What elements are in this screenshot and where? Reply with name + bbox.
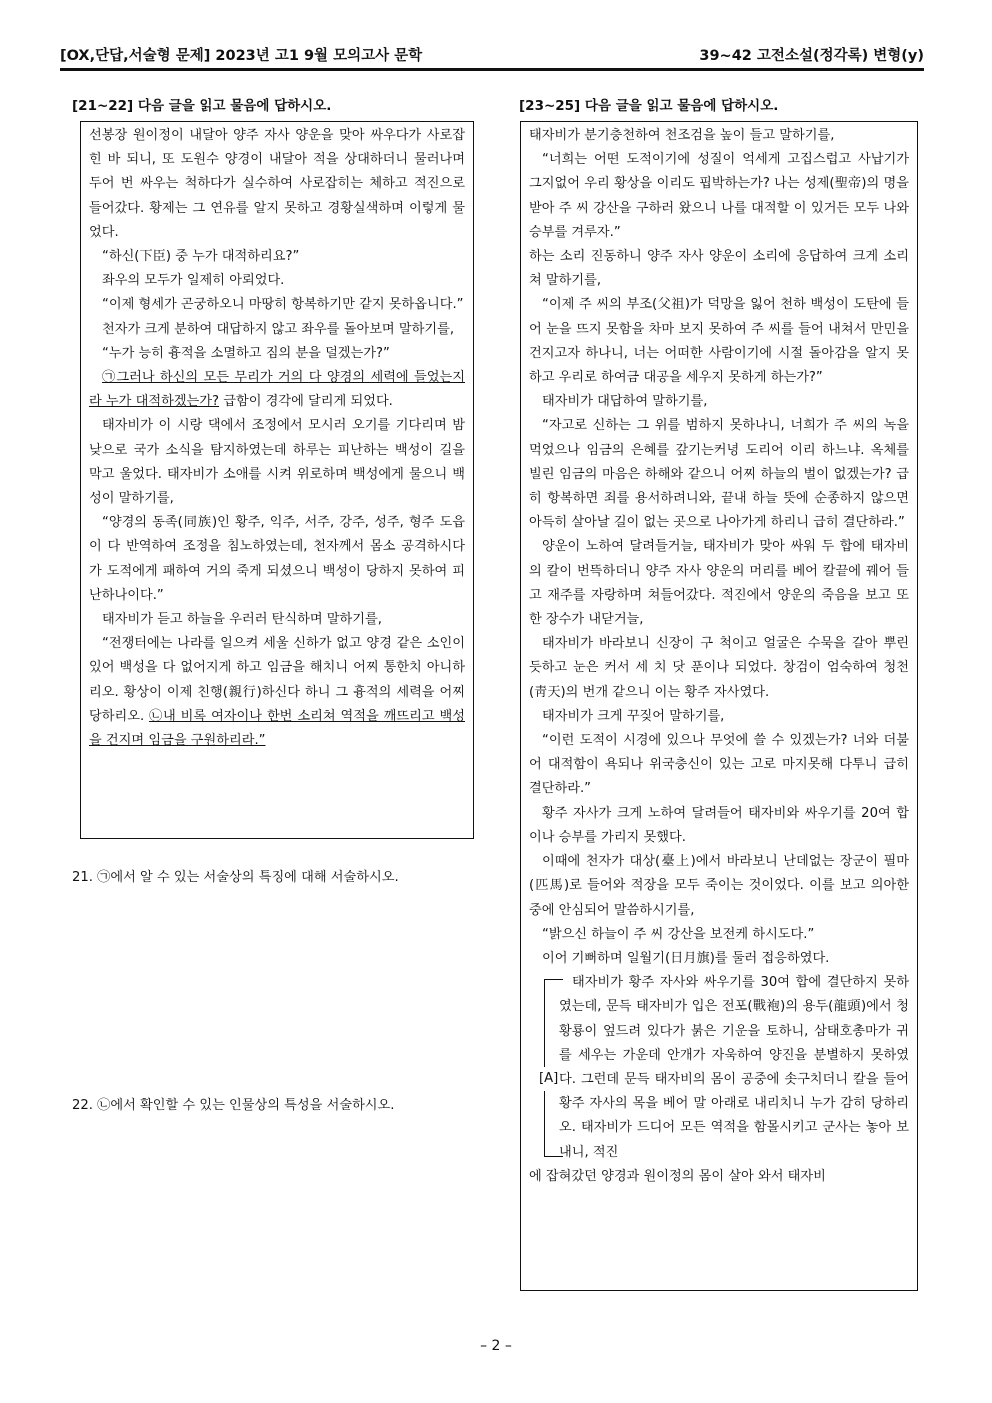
- passage-paragraph: 황주 자사가 크게 노하여 달려들어 태자비와 싸우기를 20여 합이나 승부를 가리지 못했다.: [529, 805, 909, 845]
- passage-paragraph: “누가 능히 흉적을 소멸하고 짐의 분을 덜겠는가?”: [102, 345, 390, 361]
- passage-paragraph: 태자비가 듣고 하늘을 우러러 탄식하며 말하기를,: [102, 612, 382, 628]
- passage-paragraph: 양운이 노하여 달려들거늘, 태자비가 맞아 싸워 두 합에 태자비의 칼이 번뜩하더니 양주 자사 양운의 머리를 베어 칼끝에 꿰어 들고 재주를 자랑하며 쳐들어갔다. 적진에서 양운의 죽음을 보고 또 한 장수가 내닫거늘,: [529, 539, 909, 628]
- passage-paragraph: “이제 형세가 곤궁하오니 마땅히 항복하기만 같지 못하옵니다.”: [102, 297, 464, 313]
- question-21: 21. ㉠에서 알 수 있는 서술상의 특징에 대해 서술하시오.: [72, 870, 399, 885]
- passage-paragraph: 좌우의 모두가 일제히 아뢰었다.: [102, 273, 285, 289]
- underlined-phrase-b: ㉡내 비록 여자이나 한번 소리쳐 역적을 깨뜨리고 백성을 건지며 임금을 구원하리라.”: [89, 708, 465, 749]
- header-exam-title: [OX,단답,서술형 문제] 2023년 고1 9월 모의고사 문학: [60, 48, 423, 64]
- passage-paragraph: 태자비가 이 시랑 댁에서 조정에서 모시러 오기를 기다리며 밤낮으로 국가 소식을 탐지하였는데 하루는 피난하는 백성이 길을 막고 울었다. 태자비가 소애를 시켜 위로하며 백성에게 물으니 백성이 말하기를,: [89, 418, 465, 507]
- page-number: – 2 –: [480, 1338, 512, 1354]
- passage-paragraph: “이런 도적이 시경에 있으나 무엇에 쓸 수 있겠는가? 너와 더불어 대적함이 욕되나 위국충신이 있는 고로 마지못해 다투니 급히 결단하라.”: [529, 733, 909, 797]
- bracket-a-label: [A]: [538, 1067, 559, 1091]
- passage-paragraph: 이때에 천자가 대상(臺上)에서 바라보니 난데없는 장군이 필마(匹馬)로 들어와 적장을 모두 죽이는 것이었다. 이를 보고 의아한 중에 안심되어 말씀하시기를,: [529, 854, 909, 918]
- passage-paragraph-marked-b: [89, 632, 465, 753]
- passage-paragraph: “이제 주 씨의 부조(父祖)가 덕망을 잃어 천하 백성이 도탄에 들어 눈을 뜨지 못함을 차마 보지 못하여 주 씨를 들어 내쳐서 만민을 건지고자 하나니, 너는 어떠한 사람이기에 시절 돌아감을 알지 못하고 우리로 하여금 대공을 세우지 못하게 하는가?”: [529, 297, 909, 386]
- right-section-title: [23~25] 다음 글을 읽고 물음에 답하시오.: [519, 98, 779, 114]
- passage-paragraph: “너희는 어떤 도적이기에 성질이 억세게 고집스럽고 사납기가 그지없어 우리 황상을 이리도 핍박하는가? 나는 성제(聖帝)의 명을 받아 주 씨 강산을 구하러 왔으니 나를 대적할 이 있거든 모두 나와 승부를 겨루자.”: [529, 152, 909, 240]
- right-passage-box: [520, 121, 918, 1291]
- passage-paragraph: 하는 소리 진동하니 양주 자사 양운이 소리에 응답하여 크게 소리쳐 말하기를,: [529, 249, 909, 289]
- left-passage-box: [80, 121, 474, 839]
- question-22: 22. ㉡에서 확인할 수 있는 인물상의 특성을 서술하시오.: [72, 1098, 395, 1113]
- passage-paragraph: 이어 기뻐하며 일월기(日月旗)를 둘러 접응하였다.: [542, 950, 830, 966]
- passage-paragraph: “자고로 신하는 그 위를 범하지 못하나니, 너희가 주 씨의 녹을 먹었으나 임금의 은혜를 갚기는커녕 도리어 이리 하느냐. 옥체를 빌린 임금의 마음은 하해와 같으니 어찌 하늘의 벌이 없겠는가? 급히 항복하면 죄를 용서하려니와, 끝내 하늘 뜻에 순종하지 않으면 아득히 살아날 길이 없는 곳으로 나아가게 하리니 급히 결단하라.”: [529, 418, 909, 531]
- passage-paragraph: 태자비가 분기충천하여 천조검을 높이 들고 말하기를,: [529, 128, 835, 143]
- passage-paragraph: 태자비가 바라보니 신장이 구 척이고 얼굴은 수묵을 갈아 뿌린 듯하고 눈은 커서 세 치 닷 푼이나 되었다. 창검이 엄숙하여 청천(靑天)의 번개 같으니 이는 황주 자사였다.: [529, 636, 909, 700]
- passage-paragraph: “양경의 동족(同族)인 황주, 익주, 서주, 강주, 성주, 형주 도읍이 다 반역하여 조정을 침노하였는데, 천자께서 몸소 공격하시다가 도적에게 패하여 거의 죽게 되셨으니 백성이 당하지 못하여 피난하나이다.”: [89, 515, 465, 603]
- bracket-a-block: [529, 971, 909, 1165]
- header-range-title: 39~42 고전소설(정각록) 변형(y): [699, 48, 924, 64]
- passage-paragraph: “밝으신 하늘이 주 씨 강산을 보전케 하시도다.”: [542, 926, 815, 942]
- passage-paragraph: 천자가 크게 분하여 대답하지 않고 좌우를 돌아보며 말하기를,: [102, 321, 455, 337]
- passage-paragraph: 에 잡혀갔던 양경과 원이정의 몸이 살아 와서 태자비: [529, 1168, 826, 1184]
- bracket-a-text: 태자비가 황주 자사와 싸우기를 30여 합에 결단하지 못하였는데, 문득 태자비가 입은 전포(戰袍)의 용두(龍頭)에서 청황룡이 엎드려 있다가 붉은 기운을 토하니, 삼태호총마가 귀를 세우는 가운데 안개가 자욱하여 양진을 분별하지 못하였다. 그런데 문득 태자비의 몸이 공중에 솟구치더니 칼을 들어 황주 자사의 목을 베어 말 아래로 내리치니 누가 감히 당하리오. 태자비가 드디어 모든 역적을 함몰시키고 군사는 놓아 보내니, 적진: [559, 975, 909, 1160]
- passage-text: “전쟁터에는 나라를 일으켜 세울 신하가 없고 양경 같은 소인이 있어 백성을 다 없어지게 하고 임금을 해치니 어찌 통한치 아니하리오. 황상이 이제 친행(親行)하신다 하니 그 흉적의 세력을 어찌 당하리오.: [89, 636, 465, 724]
- passage-paragraph: 선봉장 원이정이 내달아 양주 자사 양운을 맞아 싸우다가 사로잡힌 바 되니, 또 도원수 양경이 내달아 적을 상대하더니 물러나며 두어 번 싸우는 척하다가 실수하여 사로잡히는 체하고 적진으로 들어갔다. 황제는 그 연유를 알지 못하고 경황실색하며 이렇게 물었다.: [89, 128, 465, 240]
- header-divider: [60, 68, 924, 71]
- passage-paragraph: “하신(下臣) 중 누가 대적하리요?”: [102, 249, 300, 265]
- left-section-title: [21~22] 다음 글을 읽고 물음에 답하시오.: [72, 98, 332, 114]
- underlined-phrase-a: ㉠그러나 하신의 모든 무리가 거의 다 양경의 세력에 들었는지라 누가 대적하겠는가?: [89, 370, 465, 410]
- passage-text: 급함이 경각에 달리게 되었다.: [219, 394, 393, 410]
- passage-paragraph-marked-a: [89, 366, 465, 414]
- passage-paragraph: 태자비가 대답하여 말하기를,: [542, 394, 708, 410]
- passage-paragraph: 태자비가 크게 꾸짖어 말하기를,: [542, 708, 725, 724]
